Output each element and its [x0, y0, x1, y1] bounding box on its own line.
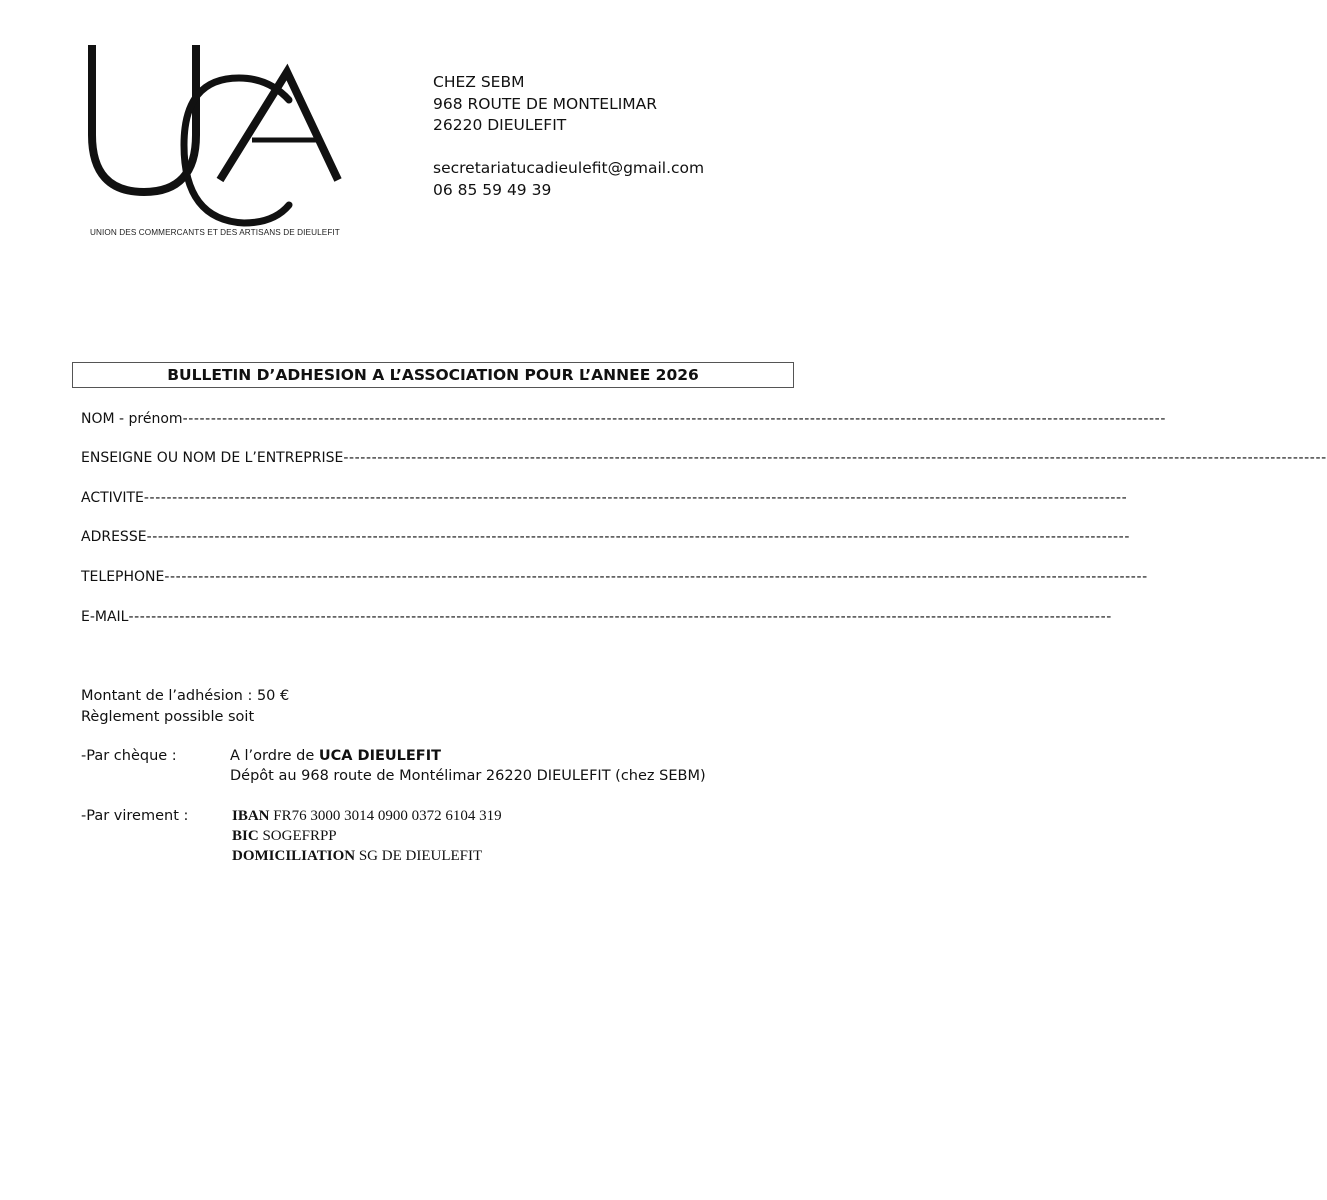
logo-subtitle: UNION DES COMMERCANTS ET DES ARTISANS DE DIEULEFIT [90, 228, 340, 237]
transfer-bic [232, 828, 337, 845]
cheque-deposit: Dépôt au 968 route de Montélimar 26220 DIEULEFIT (chez SEBM) [230, 768, 706, 784]
cheque-order [230, 748, 441, 764]
domiciliation-value: SG DE DIEULEFIT [355, 848, 483, 864]
field-enseigne [81, 450, 1327, 466]
field-email [81, 609, 1112, 625]
field-nom-prenom [81, 411, 1166, 427]
cheque-order-name: UCA DIEULEFIT [318, 748, 441, 764]
cheque-order-prefix: A l’ordre de [230, 748, 319, 764]
field-label: ADRESSE [81, 529, 147, 545]
transfer-label: -Par virement : [81, 808, 189, 824]
field-label: ACTIVITE [81, 490, 144, 506]
form-title [72, 362, 794, 388]
field-label: ENSEIGNE OU NOM DE L’ENTREPRISE [81, 450, 344, 466]
membership-amount: Montant de l’adhésion : 50 € [81, 688, 290, 704]
field-activite [81, 490, 1128, 506]
field-fill-line[interactable]: ------------------------------------------------------------------------------------------------------------------------------------------------------------------------------ [128, 609, 1112, 625]
contact-line-3: 26220 DIEULEFIT [433, 116, 567, 134]
cheque-label: -Par chèque : [81, 748, 177, 764]
uca-logo-mark [84, 40, 354, 230]
uca-logo [84, 40, 354, 245]
field-fill-line[interactable]: ------------------------------------------------------------------------------------------------------------------------------------------------------------------------------ [146, 529, 1130, 545]
bic-label: BIC [232, 828, 259, 844]
payment-possible: Règlement possible soit [81, 709, 255, 725]
field-fill-line[interactable]: ------------------------------------------------------------------------------------------------------------------------------------------------------------------------------ [143, 490, 1128, 506]
field-label: E-MAIL [81, 609, 129, 625]
iban-value: FR76 3000 3014 0900 0372 6104 319 [269, 808, 502, 824]
contact-phone: 06 85 59 49 39 [433, 180, 552, 199]
field-telephone [81, 569, 1148, 585]
iban-label: IBAN [232, 808, 270, 824]
form-title-text: BULLETIN D’ADHESION A L’ASSOCIATION POUR L’ANNEE 2026 [167, 366, 699, 384]
domiciliation-label: DOMICILIATION [232, 848, 356, 864]
contact-block [433, 72, 704, 201]
contact-line-2: 968 ROUTE DE MONTELIMAR [433, 94, 658, 113]
field-fill-line[interactable]: ------------------------------------------------------------------------------------------------------------------------------------------------------------------------------ [182, 411, 1166, 427]
contact-line-1: CHEZ SEBM [433, 73, 525, 91]
transfer-iban [232, 808, 502, 825]
field-fill-line[interactable]: ------------------------------------------------------------------------------------------------------------------------------------------------------------------------------ [164, 569, 1148, 585]
bic-value: SOGEFRPP [258, 828, 337, 844]
field-adresse [81, 529, 1130, 545]
field-label: NOM - prénom [81, 411, 183, 427]
field-fill-line[interactable]: ------------------------------------------------------------------------------------------------------------------------------------------------------------------------------ [343, 450, 1327, 466]
contact-email: secretariatucadieulefit@gmail.com [433, 159, 705, 177]
field-label: TELEPHONE [81, 569, 165, 585]
transfer-domiciliation [232, 848, 482, 865]
